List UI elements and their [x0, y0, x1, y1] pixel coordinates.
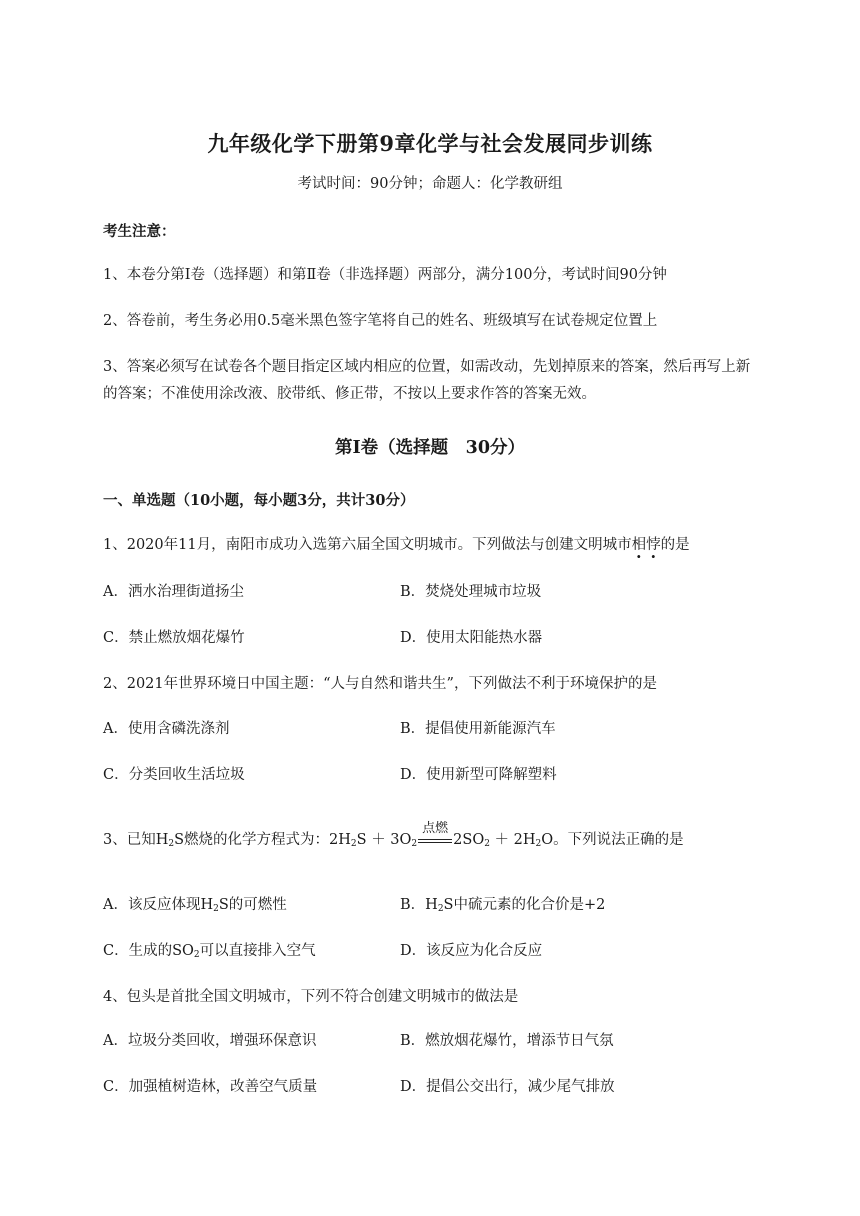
q4-option-c: C．加强植树造林，改善空气质量	[103, 1079, 318, 1095]
subscript: 2	[350, 839, 357, 849]
exam-info: 考试时间：90分钟；命题人：化学教研组	[297, 176, 563, 192]
q3-option-c	[103, 939, 316, 960]
q4-option-b: B．燃放烟花爆竹，增添节日气氛	[400, 1033, 614, 1049]
notice-item-1: 1、本卷分第Ⅰ卷（选择题）和第Ⅱ卷（非选择题）两部分，满分100分，考试时间90分钟	[103, 267, 667, 283]
q3-text: 2SO	[453, 832, 485, 848]
question-4-stem: 4、包头是首批全国文明城市，下列不符合创建文明城市的做法是	[103, 989, 519, 1005]
notice-heading: 考生注意：	[103, 223, 176, 240]
subscript: 2	[437, 904, 444, 914]
q4-option-a: A．垃圾分类回收，增强环保意识	[103, 1033, 317, 1049]
q3-option-c-text: C．生成的SO	[103, 943, 194, 959]
reaction-condition: 点燃	[422, 821, 449, 836]
q3-option-d: D．该反应为化合反应	[400, 943, 543, 959]
q3-option-c-text: 可以直接排入空气	[199, 943, 316, 959]
q3-option-b-text: B．H	[400, 897, 438, 913]
q3-option-b-text: S中硫元素的化合价是+2	[443, 897, 606, 913]
q3-option-b	[400, 893, 605, 914]
subscript: 2	[411, 839, 418, 849]
q3-text: 3、已知H	[103, 832, 169, 848]
section-title: 第Ⅰ卷（选择题 30分）	[334, 438, 526, 458]
q4-option-d: D．提倡公交出行，减少尾气排放	[400, 1079, 615, 1095]
q2-option-c: C．分类回收生活垃圾	[103, 767, 245, 783]
q2-option-b: B．提倡使用新能源汽车	[400, 721, 556, 737]
subscript: 2	[168, 839, 175, 849]
q3-text: S燃烧的化学方程式为：2H	[174, 832, 351, 848]
question-1-stem	[103, 533, 690, 554]
notice-item-2: 2、答卷前，考生务必用0.5毫米黑色签字笔将自己的姓名、班级填写在试卷规定位置上	[103, 313, 658, 329]
question-2-stem: 2、2021年世界环境日中国主题：“人与自然和谐共生”，下列做法不利于环境保护的是	[103, 676, 657, 692]
subscript: 2	[484, 839, 490, 849]
q3-option-a-text: A．该反应体现H	[103, 897, 214, 913]
part-title: 一、单选题（10小题，每小题3分，共计30分）	[103, 492, 415, 509]
subscript: 2	[535, 839, 542, 849]
q3-text: ＋ 2H	[489, 832, 536, 848]
emphasis-mark: 悖	[646, 537, 661, 553]
q2-option-a: A．使用含磷洗涤剂	[103, 721, 230, 737]
question-1-text: 1、2020年11月，南阳市成功入选第六届全国文明城市。下列做法与创建文明城市	[103, 537, 632, 553]
equals-sign	[418, 839, 452, 843]
subscript: 2	[213, 904, 219, 914]
q1-option-b: B．焚烧处理城市垃圾	[400, 584, 542, 600]
reaction-condition-arrow	[418, 821, 452, 843]
q1-option-c: C．禁止燃放烟花爆竹	[103, 630, 245, 646]
page-title: 九年级化学下册第9章化学与社会发展同步训练	[207, 131, 653, 156]
q3-text: O。下列说法正确的是	[541, 832, 684, 848]
q3-option-a-text: S的可燃性	[218, 897, 287, 913]
subscript: 2	[193, 950, 200, 960]
question-1-text-end: 的是	[660, 537, 690, 553]
q2-option-d: D．使用新型可降解塑料	[400, 767, 557, 783]
notice-item-3: 3、答案必须写在试卷各个题目指定区域内相应的位置，如需改动，先划掉原来的答案，然后再写上新	[103, 359, 751, 375]
q1-option-d: D．使用太阳能热水器	[400, 630, 543, 646]
q1-option-a: A．洒水治理街道扬尘	[103, 584, 244, 600]
q3-option-a	[103, 893, 287, 914]
question-3-stem	[103, 821, 684, 849]
notice-item-3-continued: 的答案；不准使用涂改液、胶带纸、修正带，不按以上要求作答的答案无效。	[103, 386, 596, 402]
emphasis-mark: 相	[631, 537, 647, 553]
q3-text: S ＋ 3O	[356, 832, 412, 848]
